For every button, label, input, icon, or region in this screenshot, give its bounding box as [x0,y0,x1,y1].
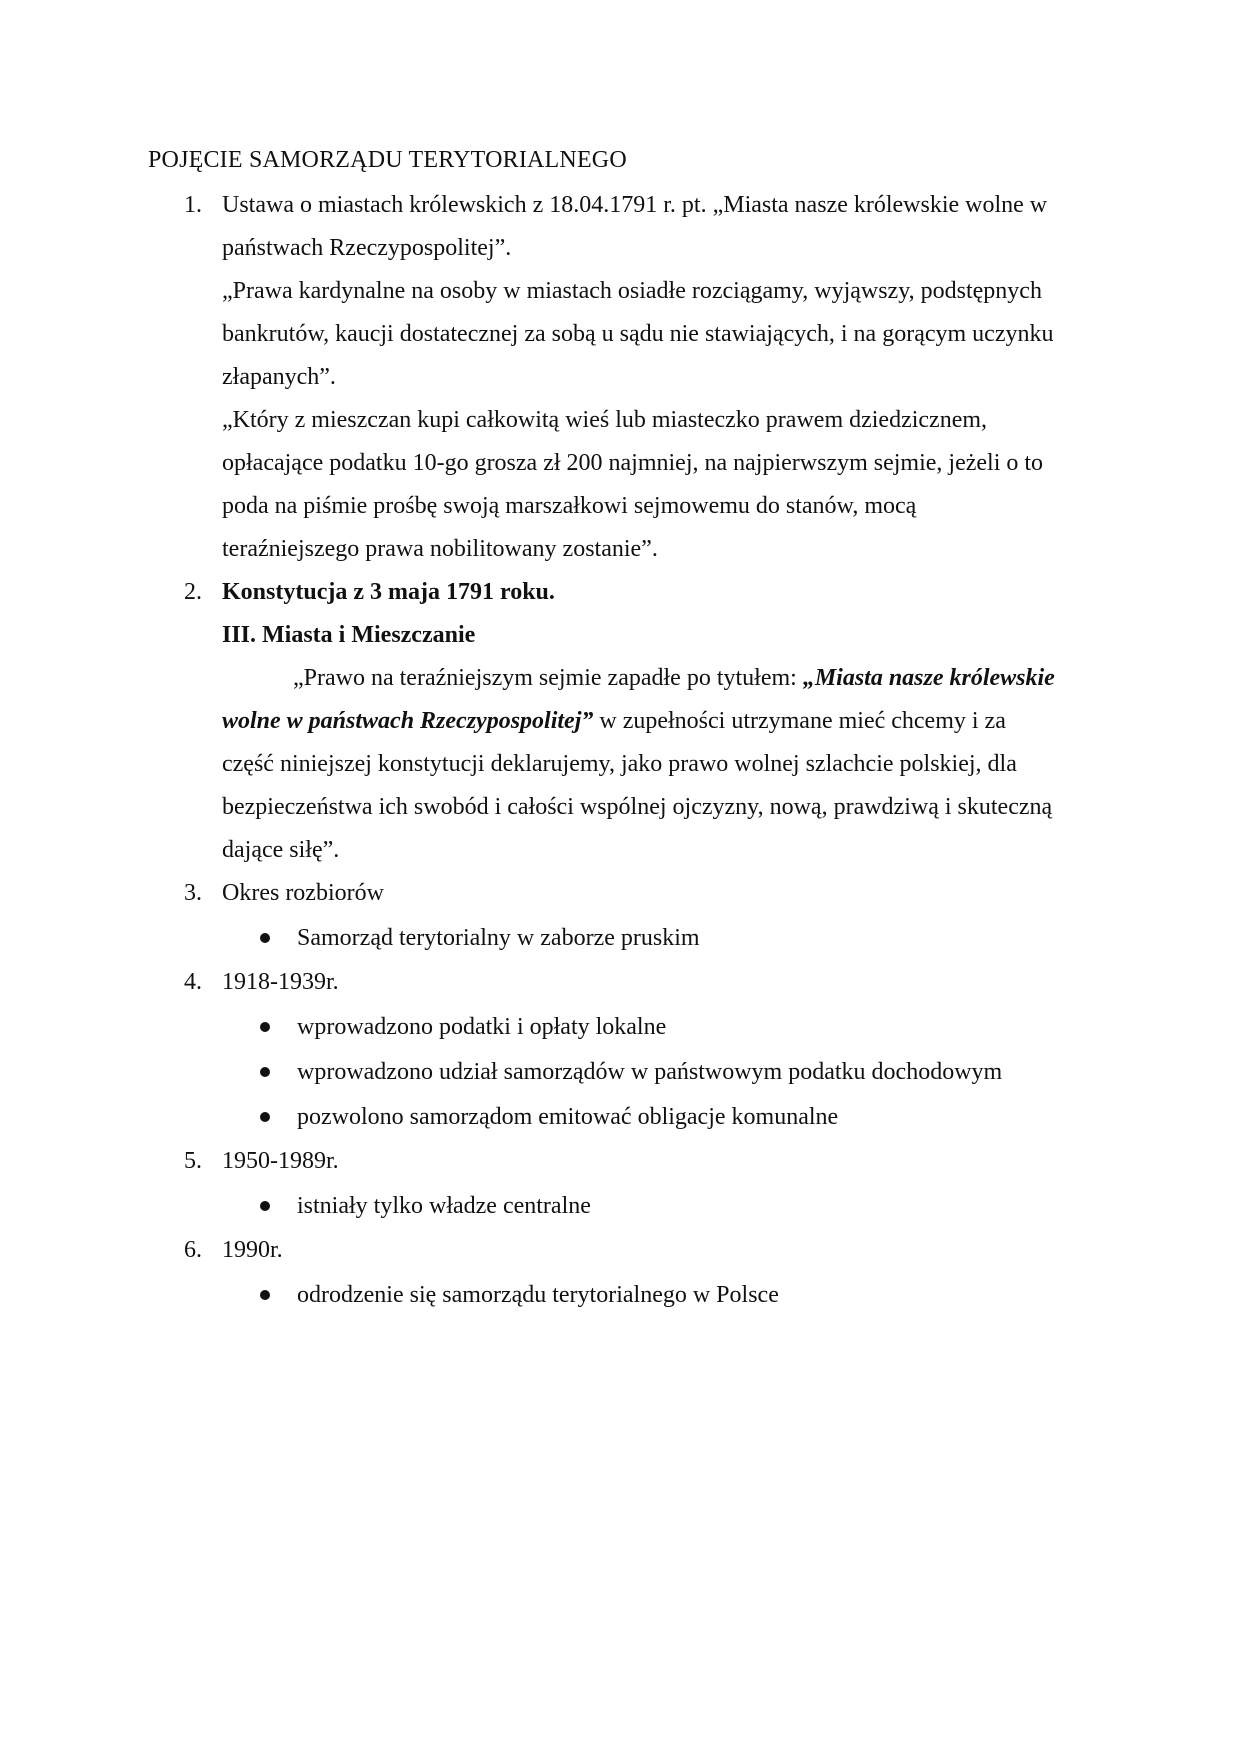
item-number: 2. [184,579,202,605]
page-title: POJĘCIE SAMORZĄDU TERYTORIALNEGO [148,147,627,173]
item-heading: 1990r. [222,1237,283,1263]
bullet-icon [260,1290,270,1300]
quote-line: „Prawa kardynalne na osoby w miastach osiadłe rozciągamy, wyjąwszy, podstępnych [222,278,1042,304]
quote-line: bezpieczeństwa ich swobód i całości wspólnej ojczyzny, nową, prawdziwą i skuteczną [222,794,1053,820]
item-number: 3. [184,880,202,906]
item-number: 5. [184,1148,202,1174]
bullet-text: odrodzenie się samorządu terytorialnego w Polsce [297,1282,779,1308]
quote-start: „Prawo na teraźniejszym sejmie zapadłe po tytułem: [293,665,803,691]
bullet-icon [260,1112,270,1122]
item-text-line: państwach Rzeczypospolitej”. [222,235,512,261]
quote-line: opłacające podatku 10-go grosza zł 200 najmniej, na najpierwszym sejmie, jeżeli o to [222,450,1044,476]
item-number: 4. [184,969,202,995]
quote-rest: w zupełności utrzymane mieć chcemy i za [593,708,1006,734]
item-heading: Okres rozbiorów [222,880,384,906]
quote-line [222,706,1006,736]
bullet-icon [260,1022,270,1032]
item-number: 6. [184,1237,202,1263]
bullet-text: wprowadzono podatki i opłaty lokalne [297,1014,667,1040]
quote-line: „Który z mieszczan kupi całkowitą wieś lub miasteczko prawem dziedzicznem, [222,407,988,433]
item-heading: 1950-1989r. [222,1148,339,1174]
bullet-icon [260,1067,270,1077]
quote-line: bankrutów, kaucji dostatecznej za sobą u sądu nie stawiających, i na gorącym uczynku [222,321,1054,347]
quote-line: dające siłę”. [222,837,340,863]
quote-italic: „Miasta nasze królewskie [802,665,1055,691]
bullet-text: istniały tylko władze centralne [297,1193,591,1219]
item-heading: Konstytucja z 3 maja 1791 roku. [222,579,555,605]
item-text-line: Ustawa o miastach królewskich z 18.04.1791 r. pt. „Miasta nasze królewskie wolne w [222,192,1048,218]
quote-italic: wolne w państwach Rzeczypospolitej” [222,708,594,734]
bullet-text: wprowadzono udział samorządów w państwowym podatku dochodowym [297,1059,1003,1085]
item-number: 1. [184,192,202,218]
quote-line: złapanych”. [222,364,336,390]
quote-line: poda na piśmie prośbę swoją marszałkowi sejmowemu do stanów, mocą [222,493,917,519]
item-heading: 1918-1939r. [222,969,339,995]
quote-line [293,663,1055,693]
bullet-text: pozwolono samorządom emitować obligacje komunalne [297,1104,839,1130]
quote-line: teraźniejszego prawa nobilitowany zostanie”. [222,536,658,562]
quote-line: część niniejszej konstytucji deklarujemy, jako prawo wolnej szlachcie polskiej, dla [222,751,1017,777]
bullet-text: Samorząd terytorialny w zaborze pruskim [297,925,700,951]
item-subheading: III. Miasta i Mieszczanie [222,622,476,648]
bullet-icon [260,1201,270,1211]
bullet-icon [260,933,270,943]
